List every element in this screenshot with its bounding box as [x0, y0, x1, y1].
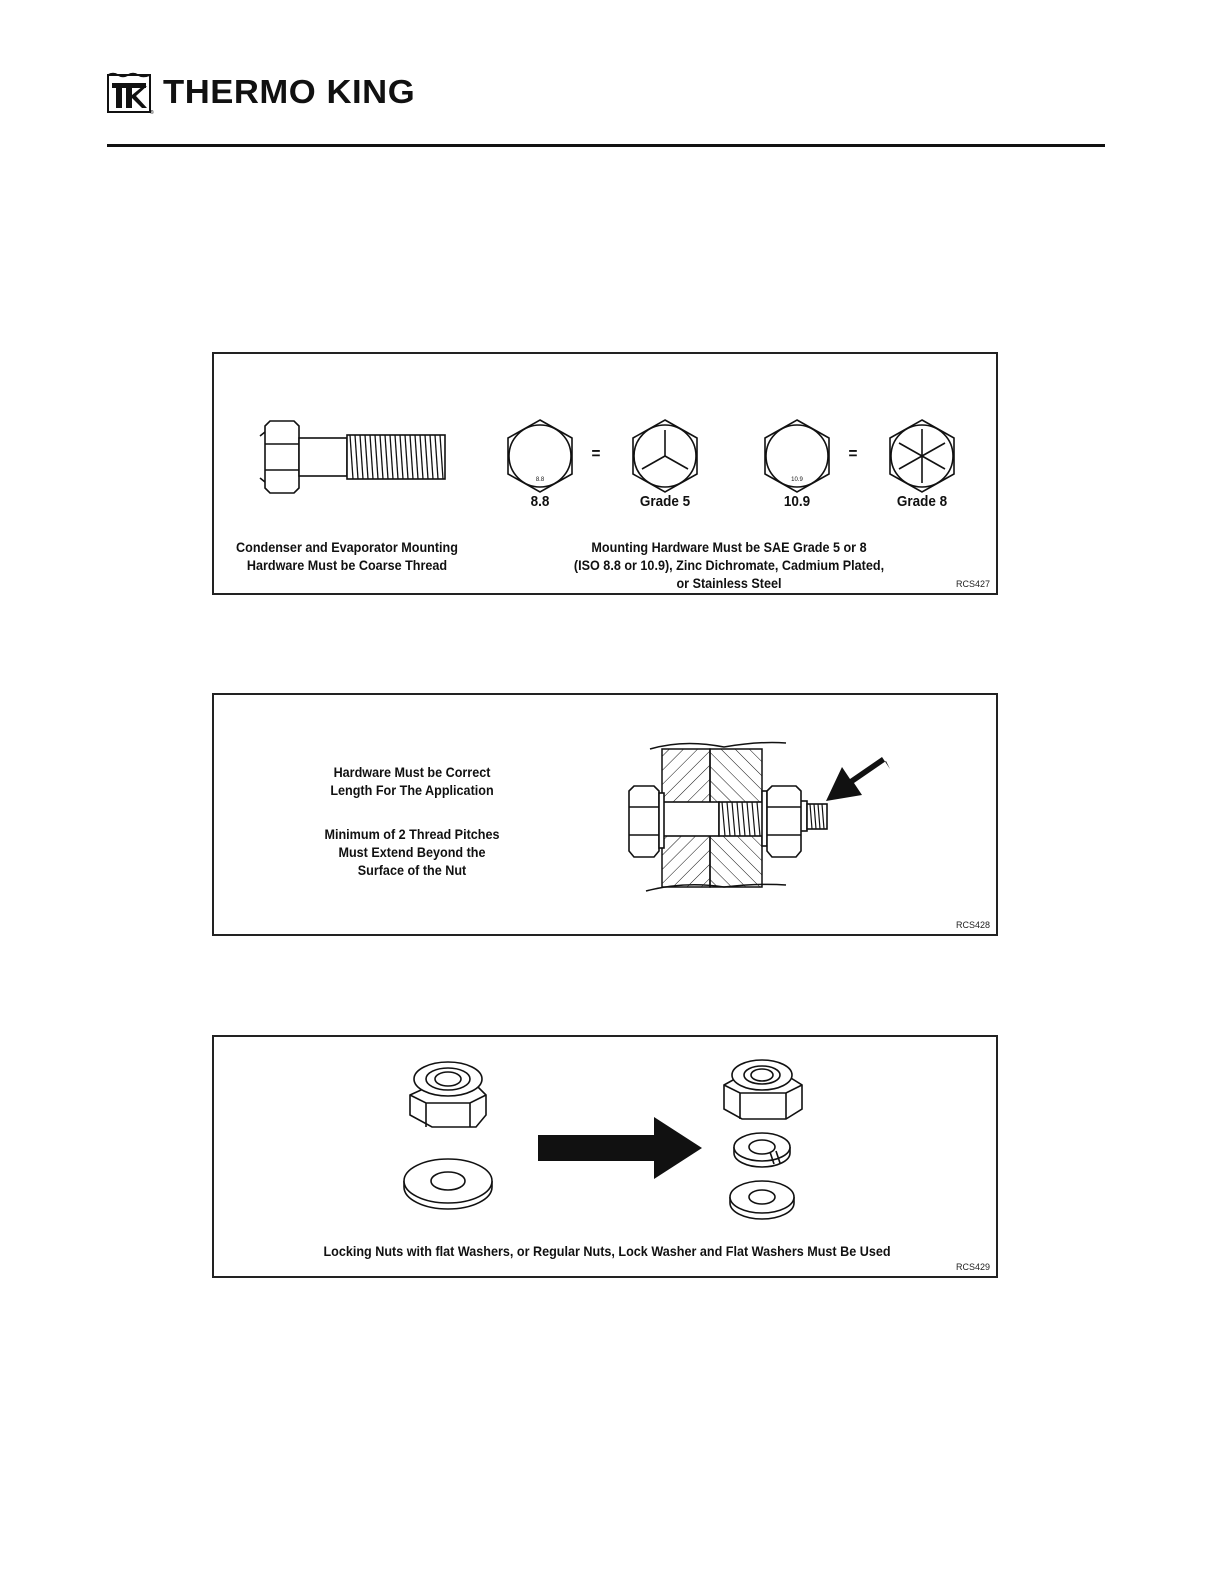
caption-right-line-2: (ISO 8.8 or 10.9), Zinc Dichromate, Cadmium Plated,	[573, 557, 885, 573]
grade-label-grade-8: Grade 8	[896, 493, 948, 510]
thermo-king-logo-icon	[107, 72, 153, 114]
svg-text:®: ®	[150, 110, 154, 116]
bolt-head-side-icon	[629, 786, 664, 857]
text-block-1-line-1: Hardware Must be Correct	[333, 764, 491, 780]
header-divider	[107, 144, 1105, 147]
figure-code: RCS427	[955, 579, 990, 589]
text-block-1-line-2: Length For The Application	[330, 782, 494, 798]
caption-left-line-2: Hardware Must be Coarse Thread	[246, 557, 448, 573]
figure-code: RCS429	[955, 1262, 990, 1272]
figure-nuts-and-washers	[212, 1035, 998, 1278]
equals-sign: =	[848, 444, 858, 463]
regular-nut-icon	[724, 1060, 802, 1119]
text-block-2-line-3: Surface of the Nut	[357, 862, 467, 878]
nut-side-icon	[762, 786, 801, 857]
flat-washer-icon	[404, 1159, 492, 1209]
equals-sign: =	[591, 444, 601, 463]
hex-head-grade-8-icon	[890, 420, 954, 492]
hex-head-grade-5-icon	[633, 420, 697, 492]
figure-caption: Locking Nuts with flat Washers, or Regular Nuts, Lock Washer and Flat Washers Must Be Used	[323, 1243, 891, 1259]
caption-right-line-3: or Stainless Steel	[676, 575, 782, 591]
figure-code: RCS428	[955, 920, 990, 930]
arrow-pointer-icon	[826, 757, 890, 801]
bolt-through-material-illustration	[214, 695, 1000, 938]
caption-left-line-1: Condenser and Evaporator Mounting	[236, 539, 458, 555]
text-block-2-line-1: Minimum of 2 Thread Pitches	[324, 826, 500, 842]
grade-label-10-9: 10.9	[783, 493, 811, 510]
lock-washer-icon	[734, 1133, 790, 1167]
hex-bolt-icon	[260, 421, 445, 493]
text-block-2-line-2: Must Extend Beyond the	[338, 844, 486, 860]
caption-right-line-1: Mounting Hardware Must be SAE Grade 5 or 8	[591, 539, 867, 555]
page-header	[107, 70, 1105, 148]
grade-label-grade-5: Grade 5	[639, 493, 691, 510]
grade-label-8-8: 8.8	[530, 493, 550, 510]
figure-coarse-thread-grades	[212, 352, 998, 595]
head-mark-10-9: 10.9	[791, 477, 803, 483]
arrow-right-icon	[538, 1117, 702, 1179]
locking-nut-icon	[410, 1062, 486, 1127]
flat-washer-icon	[730, 1181, 794, 1219]
head-mark-8-8: 8.8	[535, 477, 545, 483]
brand-name: THERMO KING	[163, 73, 416, 110]
figure-bolt-length	[212, 693, 998, 936]
